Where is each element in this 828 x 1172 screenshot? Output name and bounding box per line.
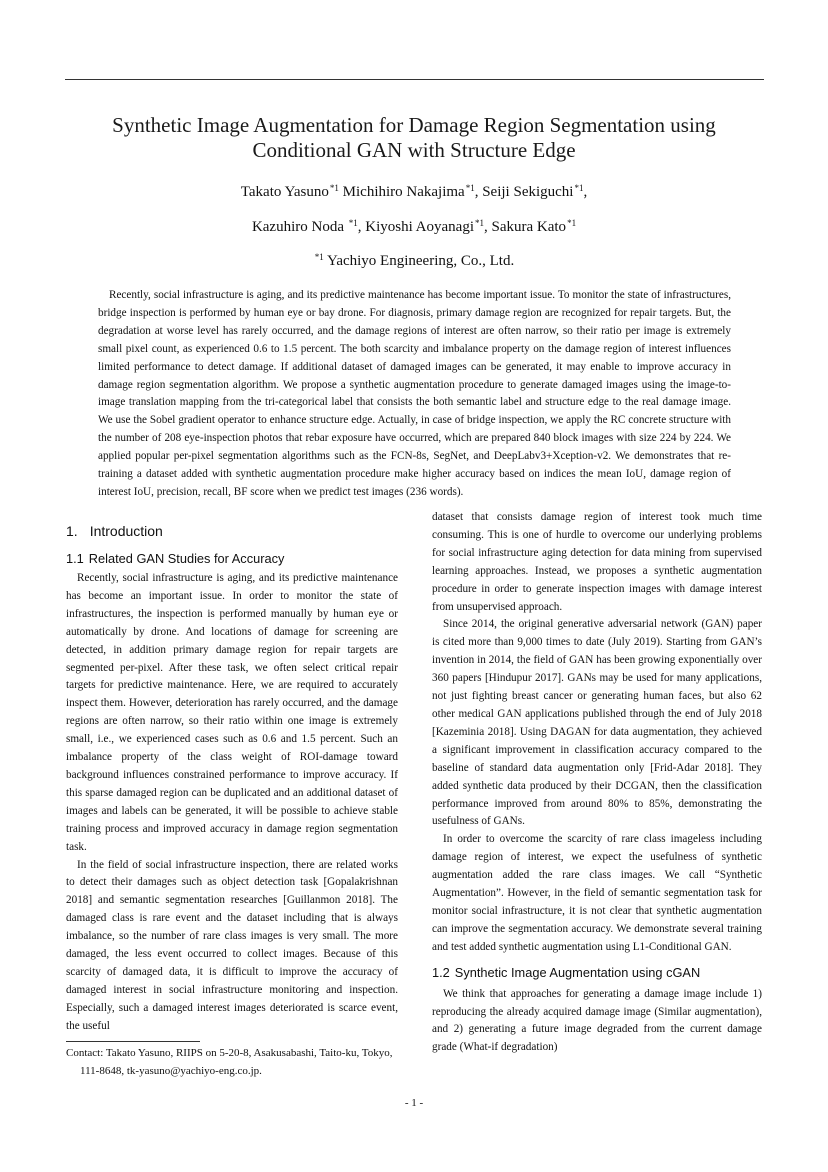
author-name: Seiji Sekiguchi <box>482 184 574 200</box>
affiliation-mark: *1 <box>574 183 584 193</box>
author-name: Kazuhiro Noda <box>251 219 344 235</box>
author-name: Kiyoshi Aoyanagi <box>365 219 474 235</box>
left-column <box>66 519 398 1036</box>
paper-title <box>60 113 768 163</box>
paragraph: In the field of social infrastructure inspection, there are related works to detect their damages such as object detection task [Gopalakrishnan 2018] and semantic segmentation researches [Guillanmon 2018]. The damaged class is rare event and the dataset including that is always imbalance, so the number of rare class images is very small. The more damaged, the less event occurred to collect images. Because of this scarcity of damaged data, it is difficult to improve the accuracy of damaged interest in social infrastructure monitoring and inspection. Especially, such a damaged interest images deteriorated is scarce event, the useful <box>66 858 398 1032</box>
section-heading-introduction: 1. Introduction <box>66 523 163 539</box>
abstract: Recently, social infrastructure is aging, and its predictive maintenance has become important issue. To monitor the state of infrastructures, bridge inspection is performed by human eye or bay drone. For diagnosis, primary damage region are recognized for repair targets. But, the degradation at worse level has rarely occurred, and the damage regions of interest are often narrow, so their ratio per image is extremely small pixel count, as experienced 0.6 to 1.5 percent. The both scarcity and imbalance property on the damage region of interest influences limited performance to detect damage. If additional dataset of damaged images can be generated, it may enable to improve accuracy in damage region segmentation algorithm. We propose a synthetic augmentation procedure to generate damaged images using the image-to-image translation mapping from the tri-categorical label that consists the both semantic label and structure edge to the real damage image. We use the Sobel gradient operator to enhance structure edge. Actually, in case of bridge inspection, we apply the RC concrete structure with the number of 208 eye-inspection photos that rebar exposure have occurred, which are prepared 840 block images with size 224 by 224. We applied popular per-pixel segmentation algorithms such as the FCN-8s, SegNet, and DeepLabv3+Xception-v2. We demonstrates that re-training a dataset added with synthetic augmentation procedure make higher accuracy based on indices the mean IoU, damage region of interest IoU, precision, recall, BF score when we predict test images (236 words). <box>98 289 731 498</box>
author-line-2: Kazuhiro Noda $^{*1}$, Kiyoshi Aoyanagi$^{*1}$, Sakura Kato$^{*1}$ <box>251 218 577 235</box>
paragraph: We think that approaches for generating a damage image include 1) reproducing the already acquired damage image (Similar augmentation), and 2) generating a future image degraded from the current damage grade (What-if degradation) <box>432 987 762 1054</box>
footnote-contact: Contact: Takato Yasuno, RIIPS on 5-20-8, Asakusabashi, Taito-ku, Tokyo, 111-8648, tk-yasuno@yachiyo-eng.co.jp. <box>66 1047 393 1077</box>
paragraph: Recently, social infrastructure is aging, and its predictive maintenance has become an important issue. In order to monitor the state of infrastructures, the inspection is performed manually by human eye or automatically by drone. And locations of damage for screening are detected, in addition primary damage region for repair targets are segmented per-pixel. After these task, we often select critical repair targets for predictive maintenance. Here, we are required to accurately inspect them. However, deterioration has rarely occurred, and the damage regions are often narrow, so their ratio within one image is extremely small, i.e., we experienced cases such as 0.6 and 1.5 percent. Such an imbalance property of the class weight of ROI-damage toward background influences constrained performance to improve accuracy. If this sparse damaged region can be duplicated and an additional dataset of images and labels can be generated, it will be possible to achieve stable training process and improved accuracy in damage region segmentation task. <box>66 572 398 853</box>
affiliation-mark: *1 <box>567 218 577 228</box>
footnote-rule <box>66 1041 200 1042</box>
affiliation-mark: *1 <box>329 183 339 193</box>
header-rule <box>65 79 764 80</box>
author-line-1: Takato Yasuno$^{*1}$ Michihiro Nakajima$^{*1}$, Seiji Sekiguchi$^{*1}$, <box>240 183 588 200</box>
author-name: Takato Yasuno <box>240 184 329 200</box>
affiliation-name: Yachiyo Engineering, Co., Ltd. <box>326 253 515 269</box>
affiliation <box>60 248 768 270</box>
title-line-1: Synthetic Image Augmentation for Damage Region Segmentation using <box>112 113 716 137</box>
affiliation-mark: *1 <box>348 218 358 228</box>
author-name: Sakura Kato <box>491 219 567 235</box>
subsection-heading-related-gan: 1.1 Related GAN Studies for Accuracy <box>66 551 285 566</box>
author-name: Michihiro Nakajima <box>342 184 465 200</box>
right-column <box>432 509 762 1057</box>
page-number: - 1 - <box>404 1097 424 1109</box>
paragraph: Since 2014, the original generative adversarial network (GAN) paper is cited more than 9,000 times to date (July 2019). Starting from GAN’s invention in 2014, the field of GAN has been growing exponentially over 360 papers [Hindupur 2017]. GANs may be used for many applications, not just fighting breast cancer or generating human faces, but also 62 other medical GAN applications published through the end of July 2018 [Kazeminia 2018]. Using DAGAN for data augmentation, they achieved a significant improvement in classification accuracy compared to the baseline of standard data augmentation only [Frid-Adar 2018]. They added synthetic data produced by their DCGAN, then the classification performance improved from around 80% to 85%, demonstrating the usefulness of GANs. <box>432 618 762 828</box>
subsection-heading-synthetic-augmentation: 1.2 Synthetic Image Augmentation using cGAN <box>432 964 701 980</box>
paragraph-continuation: dataset that consists damage region of interest took much time consuming. This is one of hurdle to overcome our underlying problems for social infrastructure aging detection for data mining from supervised learning approaches. Instead, we proposes a synthetic augmentation procedure in order to generate inspection images with damage interest from unsupervised approach. <box>432 511 762 613</box>
paragraph: In order to overcome the scarcity of rare class imageless including damage region of interest, we expect the usefulness of synthetic augmentation added the rare class images. We call “Synthetic Augmentation”. However, in the field of semantic segmentation task for monitor social infrastructure, it is not clear that synthetic augmentation can improve the segmentation accuracy. We demonstrate several training and test added synthetic augmentation using L1-Conditional GAN. <box>432 833 762 953</box>
affiliation-mark: *1 <box>475 218 484 228</box>
affiliation-mark: *1 <box>314 252 324 262</box>
title-line-2: Conditional GAN with Structure Edge <box>252 138 576 162</box>
affiliation-mark: *1 <box>465 183 475 193</box>
